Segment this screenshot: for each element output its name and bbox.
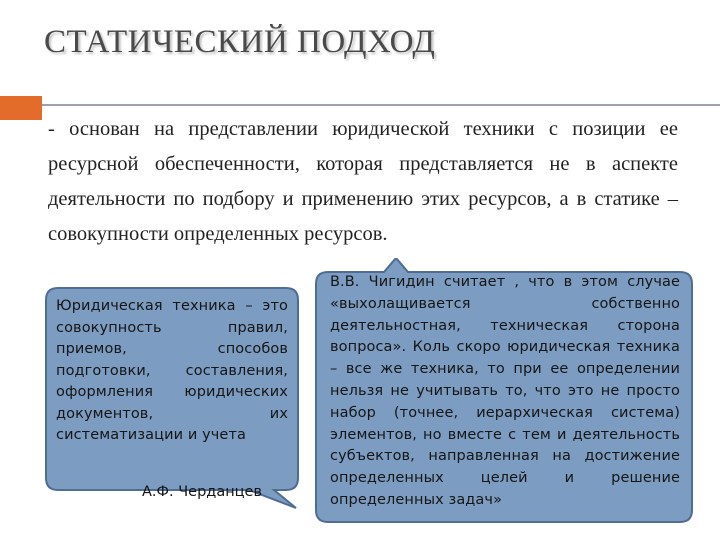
callout-left-text: Юридическая техника – это совокупность правил, приемов, способов подготовки, составления, оформления юридических документов, их систематизации и учета (56, 298, 288, 443)
slide-title: СТАТИЧЕСКИЙ ПОДХОД (44, 24, 436, 60)
callout-right-text: В.В. Чигидин считает , что в этом случае «выхолащивается собственно деятельностная, техническая сторона вопроса». Коль скоро юридическая техника – все же техника, то при ее определении нельзя не учитывать то, что это не просто набор (точнее, иерархическая система) элементов, но вместе с тем и деятельность субъектов, направленная на достижение определенных целей и решение определенных задач» (330, 274, 680, 508)
accent-square (0, 96, 42, 120)
callout-left (44, 286, 300, 510)
callout-left-author: А.Ф. Черданцев (142, 484, 263, 500)
callout-right (314, 258, 694, 526)
title-divider (42, 104, 720, 106)
body-text: - основан на представлении юридической техники с позиции ее ресурсной обеспеченности, которая представляется не в аспекте деятельности по подбору и применению этих ресурсов, а в статике – совокупности определенных ресурсов. (48, 118, 678, 245)
